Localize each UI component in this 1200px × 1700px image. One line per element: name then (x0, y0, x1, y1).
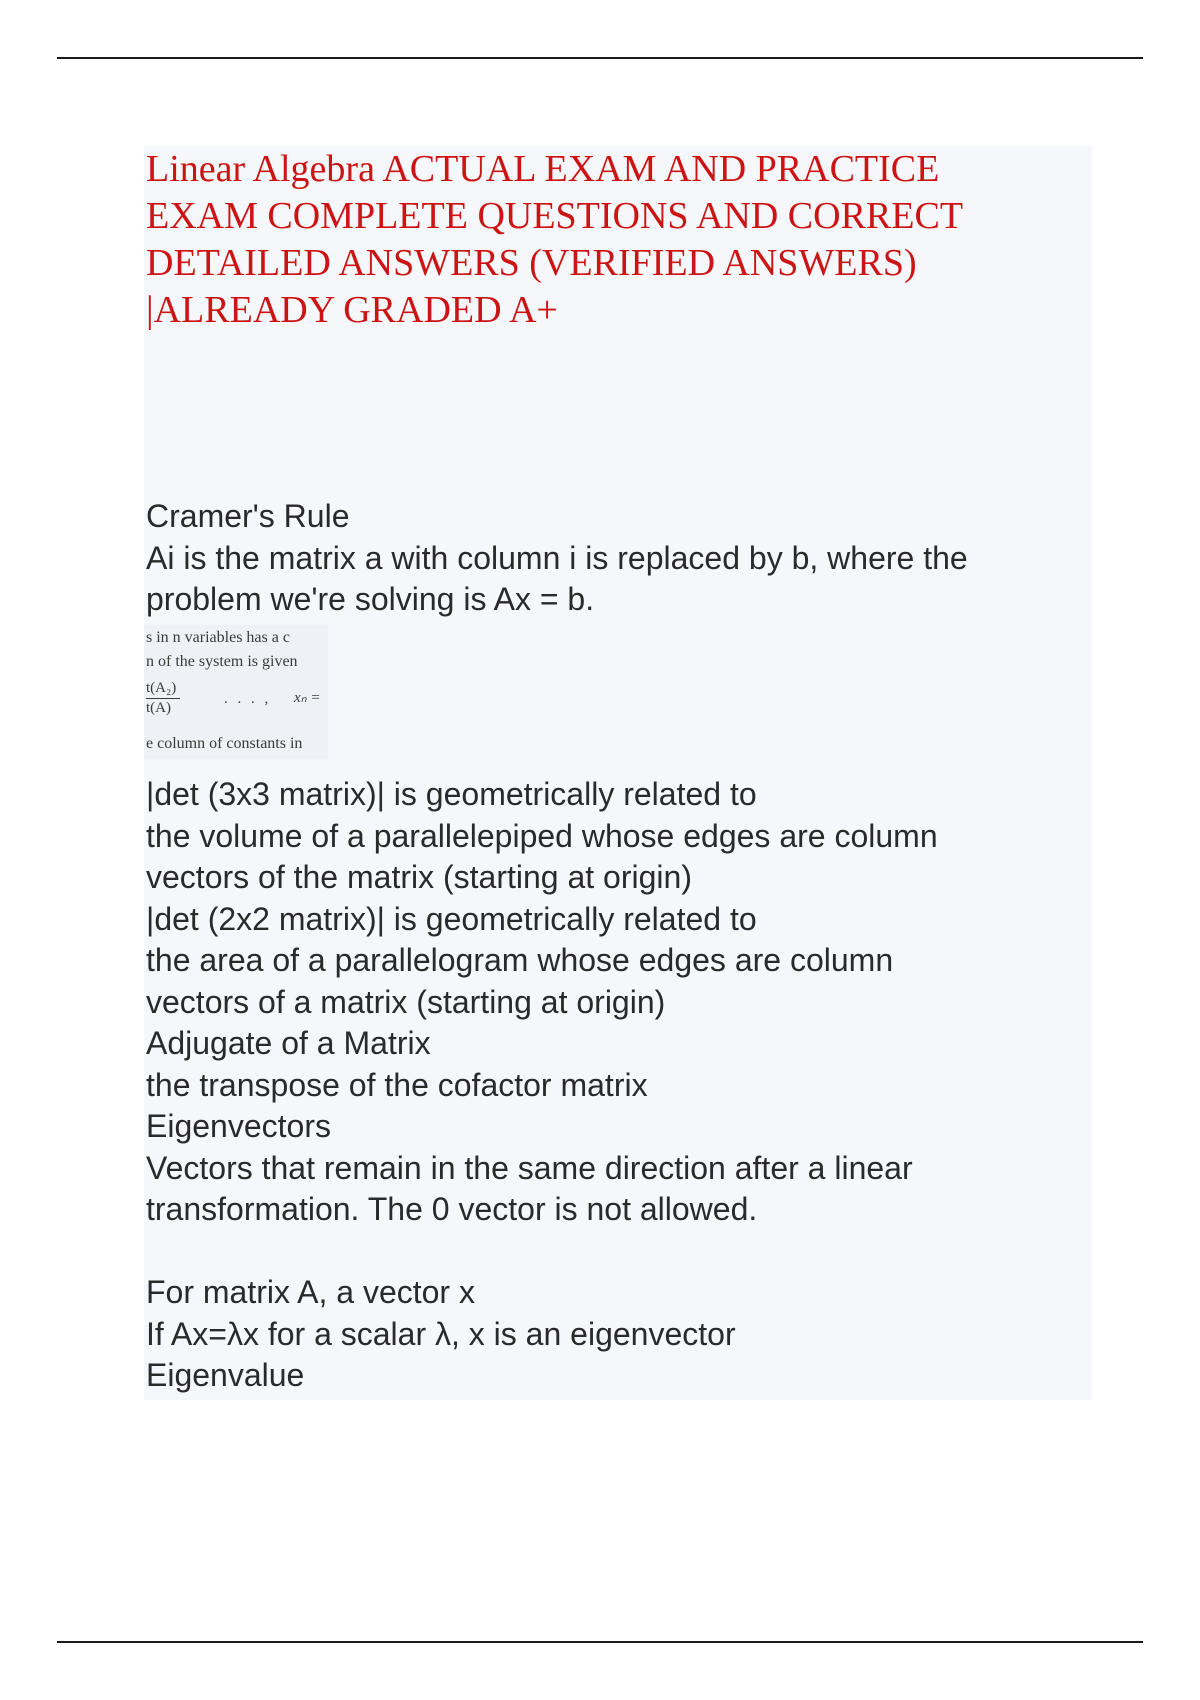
excerpt-fraction (146, 679, 180, 718)
definition-line: the volume of a parallelepiped whose edges are column (146, 817, 938, 854)
title-line: Linear Algebra ACTUAL EXAM AND PRACTICE (146, 148, 940, 190)
excerpt-line: e column of constants in (146, 735, 303, 752)
fraction-numerator: t(A₂) (146, 679, 180, 699)
term-det-2x2: |det (2x2 matrix)| is geometrically related to (146, 900, 757, 937)
term-cramers-rule: Cramer's Rule (146, 498, 350, 534)
blank-line (146, 1231, 1086, 1273)
definition-line: problem we're solving is Ax = b. (146, 581, 595, 617)
term-eigenvalue: Eigenvalue (146, 1357, 305, 1393)
document-content (144, 146, 1092, 1400)
definition-line: Ai is the matrix a with column i is replaced by b, where the (146, 539, 968, 576)
definition-line: the area of a parallelogram whose edges are column (146, 942, 894, 978)
cramers-rule-section (146, 496, 1086, 621)
header-rule (57, 57, 1143, 59)
term-det-3x3: |det (3x3 matrix)| is geometrically related to (146, 776, 757, 812)
excerpt-xn: xₙ = (294, 690, 321, 706)
document-title (146, 146, 1076, 334)
definition-line: For matrix A, a vector x (146, 1274, 475, 1310)
term-eigenvectors: Eigenvectors (146, 1108, 331, 1144)
definition-line: If Ax=λx for a scalar λ, x is an eigenvector (146, 1315, 736, 1352)
definition-line: the transpose of the cofactor matrix (146, 1066, 648, 1103)
excerpt-line: n of the system is given (146, 653, 298, 670)
footer-rule (57, 1641, 1143, 1643)
title-line: EXAM COMPLETE QUESTIONS AND CORRECT (146, 195, 964, 237)
title-line: DETAILED ANSWERS (VERIFIED ANSWERS) (146, 242, 917, 284)
definition-line: vectors of the matrix (starting at origin) (146, 859, 692, 895)
flashcard-list (146, 774, 1086, 1397)
definition-line: transformation. The 0 vector is not allowed. (146, 1191, 758, 1227)
excerpt-ellipsis: . . . , (224, 691, 272, 707)
title-line: |ALREADY GRADED A+ (146, 289, 558, 331)
excerpt-line: s in n variables has a c (146, 629, 290, 646)
textbook-excerpt-image (144, 625, 328, 759)
definition-line: vectors of a matrix (starting at origin) (146, 983, 666, 1020)
definition-line: Vectors that remain in the same direction after a linear (146, 1149, 913, 1186)
fraction-denominator: t(A) (146, 700, 171, 716)
term-adjugate: Adjugate of a Matrix (146, 1025, 431, 1061)
